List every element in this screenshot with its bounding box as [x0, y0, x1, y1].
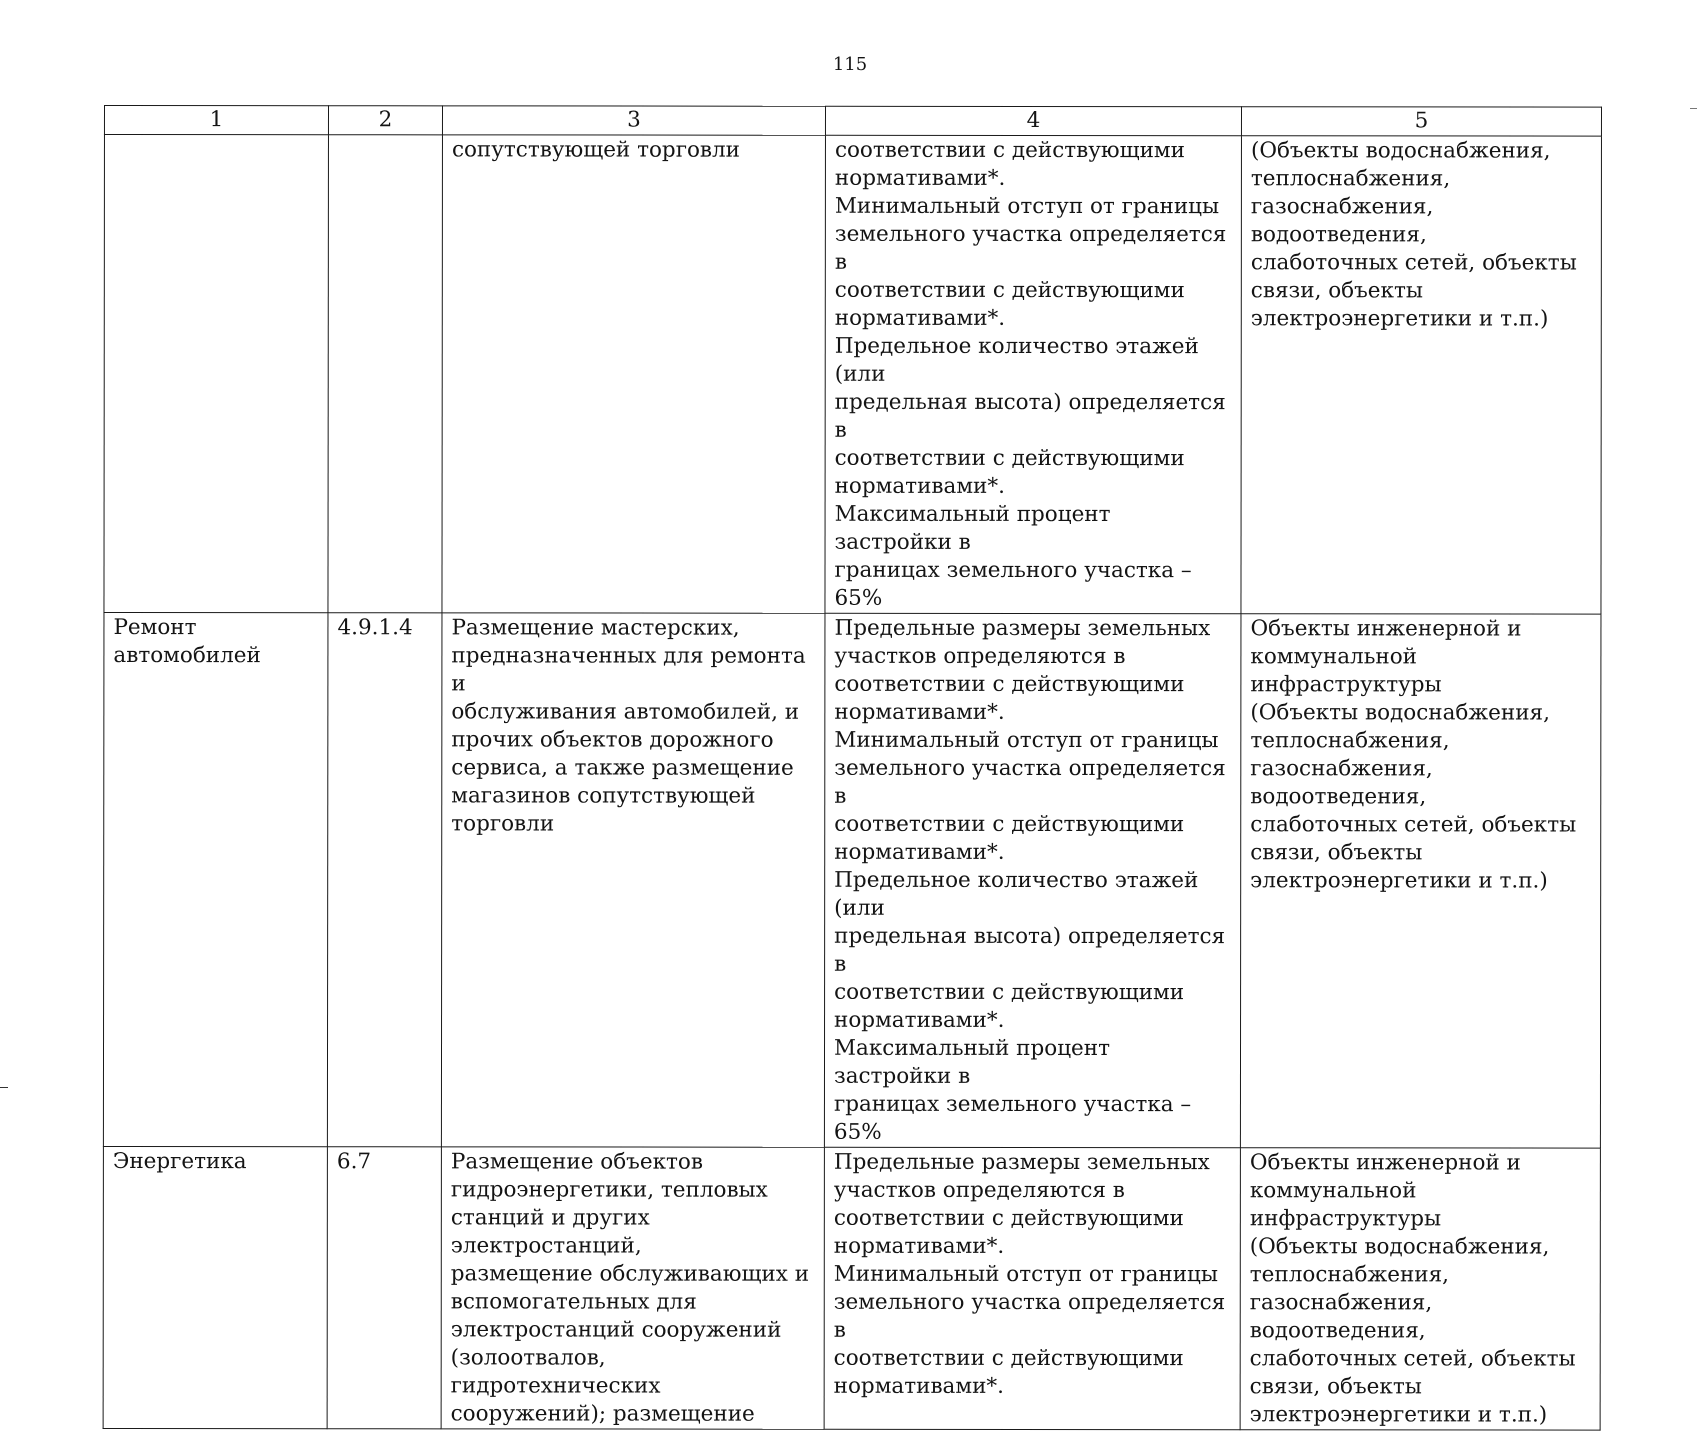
- use-description-cell: Размещение объектов гидроэнергетики, тепловых станций и других электростанций, размещение обслуживающих и вспомогательных для электростанций сооружений (золоотвалов, гидротехнических сооружений); размещение: [441, 1147, 824, 1429]
- parameters-cell: Предельные размеры земельных участков определяются в соответствии с действующими нормативами*. Минимальный отступ от границы земельного участка определяется в соответствии с действующими нормативами*.: [824, 1147, 1240, 1429]
- parameters-cell: Предельные размеры земельных участков определяются в соответствии с действующими нормативами*. Минимальный отступ от границы земельного участка определяется в соответствии с действующими нормативами*. Предельное количество этажей (или предельная высота) определяется в соответствии с действующими нормативами*. Максимальный процент застройки в границах земельного участка – 65%: [824, 613, 1241, 1147]
- parameters-cell: соответствии с действующими нормативами*. Минимальный отступ от границы земельного участка определяется в соответствии с действующими нормативами*. Предельное количество этажей (или предельная высота) определяется в соответствии с действующими нормативами*. Максимальный процент застройки в границах земельного участка – 65%: [825, 135, 1242, 613]
- zoning-table: [103, 105, 1602, 1431]
- page-number: 115: [832, 54, 868, 75]
- use-description-cell: Размещение мастерских, предназначенных для ремонта и обслуживания автомобилей, и прочих объектов дорожного сервиса, а также размещение магазинов сопутствующей торговли: [441, 613, 825, 1147]
- use-code-cell: 4.9.1.4: [327, 613, 442, 1147]
- use-code-cell: [328, 135, 443, 613]
- table-row: [103, 1147, 1600, 1431]
- auxiliary-objects-cell: Объекты инженерной и коммунальной инфраструктуры (Объекты водоснабжения, теплоснабжения, газоснабжения, водоотведения, слаботочных сетей, объекты связи, объекты электроэнергетики и т.п.): [1240, 614, 1601, 1148]
- header-cell-1: 1: [104, 106, 328, 135]
- use-code-cell: 6.7: [327, 1147, 441, 1429]
- header-cell-5: 5: [1241, 107, 1601, 136]
- auxiliary-objects-cell: (Объекты водоснабжения, теплоснабжения, газоснабжения, водоотведения, слаботочных сетей, объекты связи, объекты электроэнергетики и т.п.): [1241, 136, 1602, 614]
- margin-mark: [0, 1087, 8, 1088]
- table-row: [104, 135, 1601, 615]
- table-header-row: [104, 106, 1601, 137]
- header-cell-4: 4: [825, 106, 1241, 135]
- header-cell-3: 3: [442, 106, 825, 135]
- auxiliary-objects-cell: Объекты инженерной и коммунальной инфраструктуры (Объекты водоснабжения, теплоснабжения, газоснабжения, водоотведения, слаботочных сетей, объекты связи, объекты электроэнергетики и т.п.): [1240, 1148, 1600, 1430]
- use-type-cell: Энергетика: [103, 1147, 327, 1429]
- use-description-cell: сопутствующей торговли: [442, 135, 826, 613]
- table-row: [103, 613, 1601, 1149]
- use-type-cell: [104, 135, 329, 613]
- margin-mark: [1690, 108, 1697, 109]
- use-type-cell: Ремонт автомобилей: [103, 613, 328, 1147]
- header-cell-2: 2: [328, 106, 442, 135]
